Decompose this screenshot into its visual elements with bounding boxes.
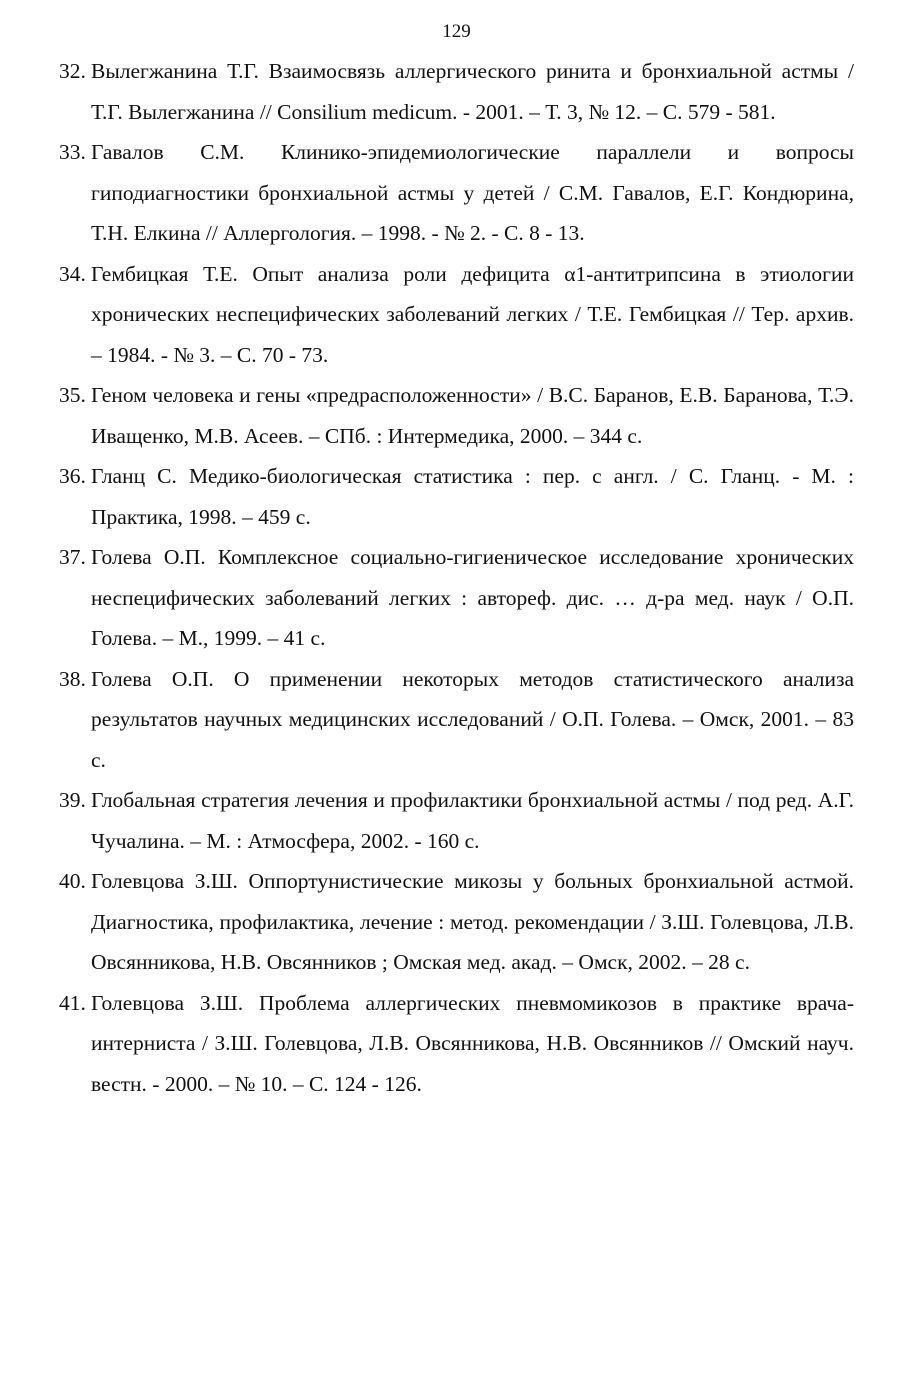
reference-item [59,659,854,781]
reference-text: Гавалов С.М. Клинико-эпидемиологические параллели и вопросы гиподиагностики бронхиальной астмы у детей / С.М. Гавалов, Е.Г. Кондюрина, Т.Н. Елкина // Аллергология. – 1998. - № 2. - С. 8 - 13. [91,140,854,245]
reference-text: Голева О.П. О применении некоторых методов статистического анализа результатов научных медицинских исследований / О.П. Голева. – Омск, 2001. – 83 с. [91,666,854,772]
reference-text: Голевцова З.Ш. Оппортунистические микозы у больных бронхиальной астмой. Диагностика, профилактика, лечение : метод. рекомендации / З.Ш. Голевцова, Л.В. Овсянникова, Н.В. Овсянников ; Омская мед. акад. – Омск, 2002. – 28 с. [91,869,854,974]
reference-text: Голева О.П. Комплексное социально-гигиеническое исследование хронических неспецифических заболеваний легких : автореф. дис. … д-ра мед. наук / О.П. Голева. – М., 1999. – 41 с. [91,545,854,650]
reference-text: Вылегжанина Т.Г. Взаимосвязь аллергического ринита и бронхиальной астмы / Т.Г. Вылегжанина // Consilium medicum. - 2001. – Т. 3, № 12. – С. 579 - 581. [91,59,854,124]
reference-item [59,254,854,376]
reference-number: 33. [59,140,86,164]
reference-number: 39. [59,788,86,812]
reference-number: 32. [59,59,86,83]
reference-item [59,537,854,659]
reference-item [59,861,854,983]
reference-text: Геном человека и гены «предрасположенности» / В.С. Баранов, Е.В. Баранова, Т.Э. Иващенко, М.В. Асеев. – СПб. : Интермедика, 2000. – 344 с. [91,383,854,448]
reference-text: Глобальная стратегия лечения и профилактики бронхиальной астмы / под ред. А.Г. Чучалина. – М. : Атмосфера, 2002. - 160 с. [91,788,854,853]
reference-item [59,51,854,132]
reference-text: Голевцова З.Ш. Проблема аллергических пневмомикозов в практике врача-интерниста / З.Ш. Голевцова, Л.В. Овсянникова, Н.В. Овсянников // Омский науч. вестн. - 2000. – № 10. – С. 124 - 126. [91,990,854,1096]
reference-number: 37. [59,545,86,569]
reference-text: Гланц С. Медико-биологическая статистика : пер. с англ. / С. Гланц. - М. : Практика, 1998. – 459 с. [91,464,854,529]
reference-item [59,132,854,254]
reference-list [59,51,854,1104]
reference-number: 35. [59,383,86,407]
reference-number: 38. [59,666,86,691]
reference-item [59,780,854,861]
reference-number: 40. [59,869,86,893]
reference-number: 41. [59,990,86,1015]
reference-item [59,375,854,456]
reference-item [59,456,854,537]
reference-text: Гембицкая Т.Е. Опыт анализа роли дефицита α1-антитрипсина в этиологии хронических неспецифических заболеваний легких / Т.Е. Гембицкая // Тер. архив. – 1984. - № 3. – С. 70 - 73. [91,261,854,367]
reference-number: 34. [59,261,86,286]
reference-item [59,983,854,1105]
page-number: 129 [442,21,471,42]
reference-number: 36. [59,464,86,488]
